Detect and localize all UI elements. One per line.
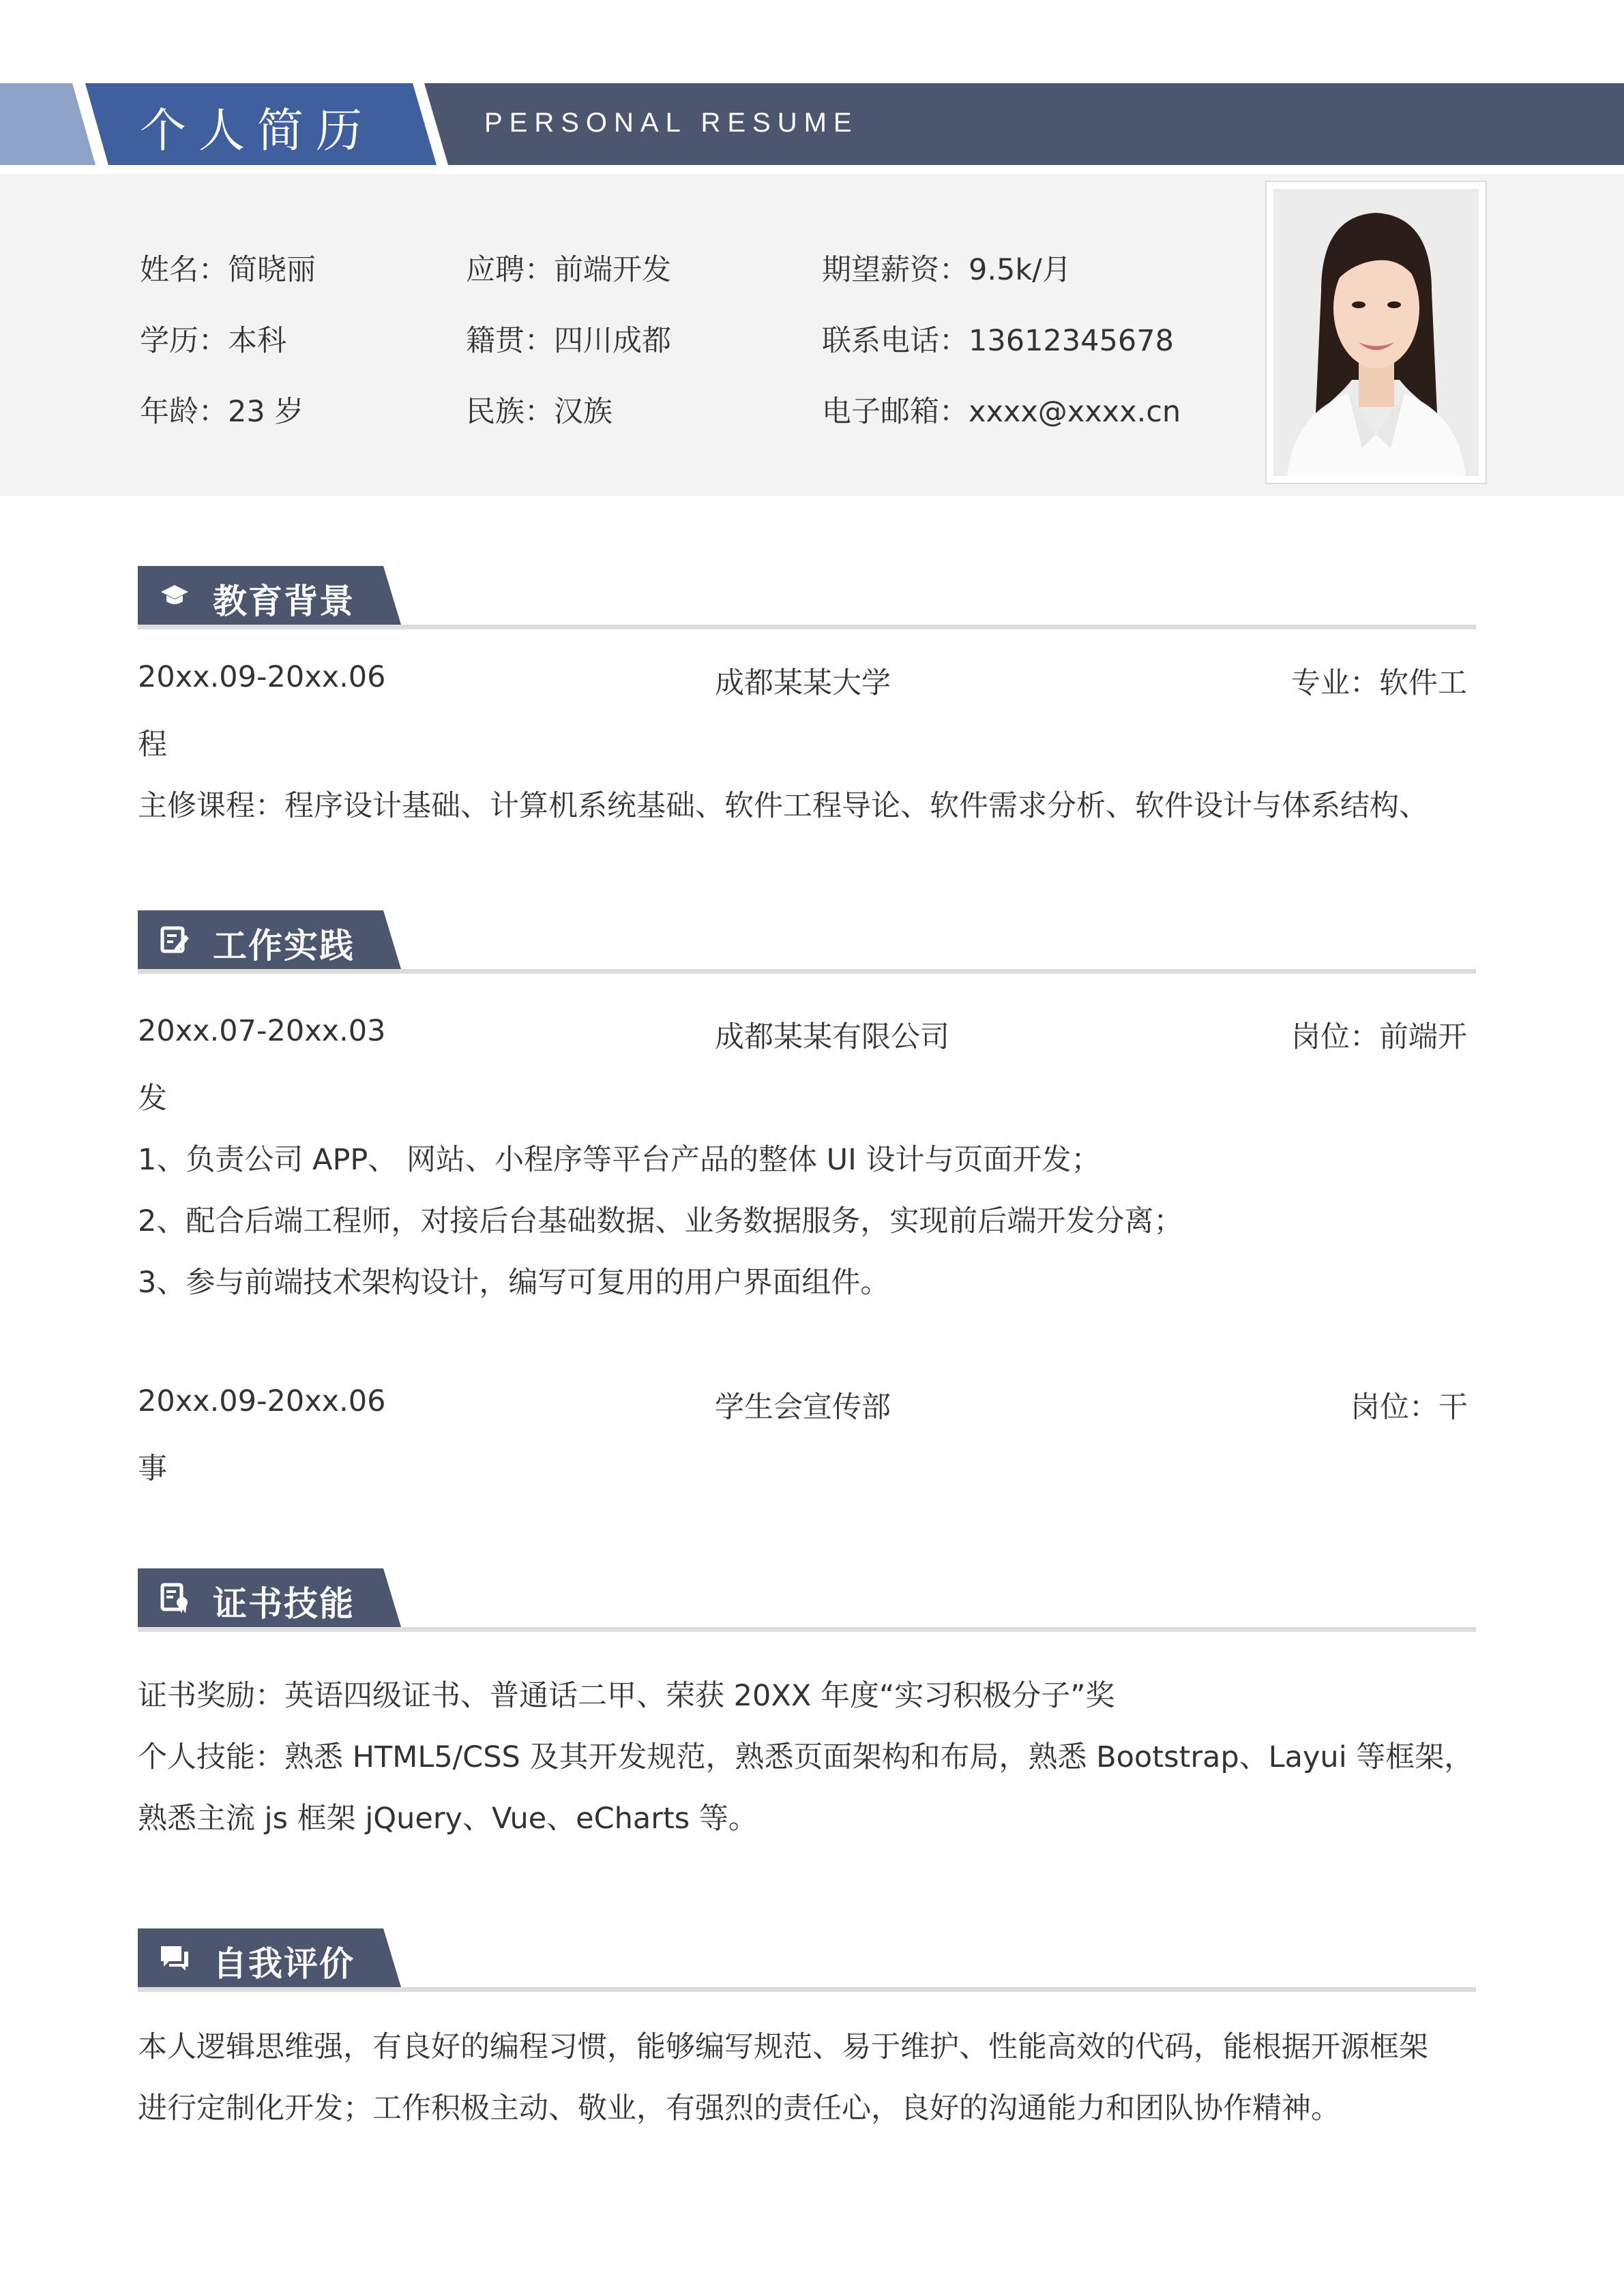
section-header-education — [138, 566, 401, 625]
section-divider — [138, 1627, 1476, 1632]
graduation-cap-icon — [158, 580, 191, 611]
section-header-work — [138, 910, 401, 969]
portrait-illustration — [1273, 189, 1479, 476]
skills-certificates: 证书奖励：英语四级证书、普通话二甲、荣获 20XX 年度“实习积极分子”奖 — [138, 1679, 1115, 1713]
edu-school: 成都某某大学 — [715, 666, 891, 700]
resume-title: 个人简历 — [140, 104, 375, 158]
section-title-education: 教育背景 — [213, 582, 355, 621]
info-position: 应聘：前端开发 — [466, 253, 671, 287]
job2-date: 20xx.09-20xx.06 — [138, 1384, 386, 1418]
section-divider — [138, 1987, 1476, 1992]
certificate-icon — [158, 1582, 191, 1613]
info-age: 年龄：23 岁 — [140, 395, 304, 429]
photo-frame — [1265, 181, 1487, 484]
section-header-evaluation — [138, 1928, 401, 1987]
info-salary: 期望薪资：9.5k/月 — [822, 253, 1072, 287]
skills-personal-cont: 熟悉主流 js 框架 jQuery、Vue、eCharts 等。 — [138, 1802, 758, 1836]
section-title-skills: 证书技能 — [213, 1584, 355, 1624]
job2-role-cont: 事 — [138, 1452, 167, 1486]
job1-duty-1: 1、负责公司 APP、 网站、小程序等平台产品的整体 UI 设计与页面开发； — [138, 1143, 1101, 1177]
resume-subtitle: PERSONAL RESUME — [484, 108, 859, 138]
info-hometown: 籍贯：四川成都 — [466, 324, 671, 358]
job1-role-cont: 发 — [138, 1082, 167, 1116]
evaluation-line-2: 进行定制化开发；工作积极主动、敬业，有强烈的责任心，良好的沟通能力和团队协作精神。 — [138, 2091, 1340, 2126]
job1-duty-2: 2、配合后端工程师，对接后台基础数据、业务数据服务，实现前后端开发分离； — [138, 1204, 1183, 1238]
skills-personal: 个人技能：熟悉 HTML5/CSS 及其开发规范，熟悉页面架构和布局，熟悉 Bootstrap、Layui 等框架， — [138, 1740, 1474, 1774]
edu-major-cont: 程 — [138, 728, 167, 762]
job1-company: 成都某某有限公司 — [715, 1020, 949, 1054]
job1-role: 岗位：前端开 — [1291, 1020, 1467, 1054]
section-title-work: 工作实践 — [213, 926, 355, 966]
info-email: 电子邮箱：xxxx@xxxx.cn — [822, 395, 1181, 429]
section-divider — [138, 969, 1476, 974]
section-header-skills — [138, 1568, 401, 1627]
chat-icon — [158, 1942, 191, 1973]
edu-major: 专业：软件工 — [1291, 666, 1467, 700]
profile-photo — [1273, 189, 1479, 476]
edit-note-icon — [158, 924, 191, 955]
section-divider — [138, 625, 1476, 629]
info-phone: 联系电话：13612345678 — [822, 324, 1174, 358]
job2-company: 学生会宣传部 — [715, 1390, 891, 1425]
job2-role: 岗位：干 — [1350, 1390, 1468, 1425]
job1-date: 20xx.07-20xx.03 — [138, 1014, 386, 1048]
info-ethnicity: 民族：汉族 — [466, 395, 612, 429]
edu-courses: 主修课程：程序设计基础、计算机系统基础、软件工程导论、软件需求分析、软件设计与体系结构、 — [138, 789, 1428, 823]
edu-date: 20xx.09-20xx.06 — [138, 660, 386, 694]
evaluation-line-1: 本人逻辑思维强，有良好的编程习惯，能够编写规范、易于维护、性能高效的代码，能根据开源框架 — [138, 2030, 1428, 2064]
info-name: 姓名：简晓丽 — [140, 253, 316, 287]
section-title-evaluation: 自我评价 — [213, 1944, 355, 1984]
info-education: 学历：本科 — [140, 324, 286, 358]
job1-duty-3: 3、参与前端技术架构设计，编写可复用的用户界面组件。 — [138, 1266, 890, 1300]
